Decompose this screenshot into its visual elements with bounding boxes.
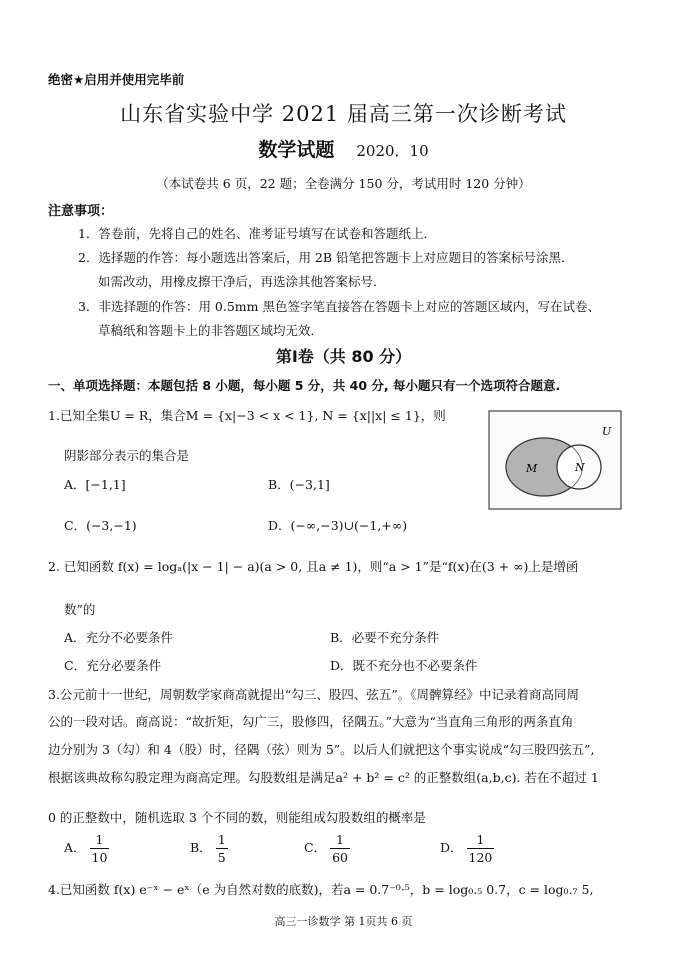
- q1-option-a: A．[−1,1]: [64, 477, 126, 492]
- question-2-stem: 2. 已知函数 f(x) = logₐ(|x − 1| − a)(a > 0, 且a ≠ 1)，则“a > 1”是“f(x)在(3 + ∞)上是增函: [48, 559, 579, 574]
- option-label: C．: [304, 840, 327, 855]
- fraction-numerator: 1: [330, 831, 350, 849]
- fraction: [216, 831, 228, 866]
- q2-option-a: A．充分不必要条件: [64, 630, 174, 645]
- exam-subtitle: [0, 135, 687, 162]
- notice-item: 如需改动，用橡皮擦干净后，再选涂其他答案标号．: [98, 274, 386, 289]
- question-3-line: 边分别为 3（勾）和 4（股）时，径隅（弦）则为 5”。以后人们就把这个事实说成“勾三股四弦五”,: [48, 742, 595, 757]
- fraction-denominator: 60: [332, 850, 348, 865]
- part-title: 第Ⅰ卷（共 80 分）: [275, 347, 412, 366]
- fraction-denominator: 120: [468, 850, 493, 865]
- notice-heading: 注意事项：: [48, 204, 114, 219]
- question-1-stem-cont: 阴影部分表示的集合是: [64, 448, 190, 463]
- q2-option-c: C．充分必要条件: [64, 658, 162, 673]
- q3-option-c: [304, 831, 350, 866]
- q2-option-b: B．必要不充分条件: [330, 630, 440, 645]
- fraction: [330, 831, 350, 866]
- secret-label: 绝密★启用并使用完毕前: [48, 72, 185, 87]
- notice-item: 草稿纸和答题卡上的非答题区域均无效．: [98, 323, 324, 338]
- question-3-line: 3.公元前十一世纪，周朝数学家商高就提出“勾三、股四、弦五”。《周髀算经》中记录着商高同周: [48, 687, 579, 702]
- q2-option-d: D．既不充分也不必要条件: [330, 658, 478, 673]
- venn-label-u: U: [602, 425, 612, 438]
- question-3-line: 公的一段对话。商高说：“故折矩，勾广三，股修四，径隅五。”大意为“当直角三角形的两条直角: [48, 714, 574, 729]
- fraction-numerator: 1: [467, 831, 495, 849]
- option-label: D．: [440, 840, 463, 855]
- notice-item: 2．选择题的作答：每小题选出答案后，用 2B 铅笔把答题卡上对应题目的答案标号涂黑．: [78, 250, 574, 265]
- q3-option-d: [440, 831, 494, 866]
- page-footer: 高三一诊数学 第 1页共 6 页: [274, 915, 413, 928]
- q1-option-c: C．(−3,−1): [64, 518, 137, 533]
- exam-info: （本试卷共 6 页，22 题；全卷满分 150 分，考试用时 120 分钟）: [156, 176, 531, 191]
- venn-label-m: M: [526, 462, 538, 475]
- q1-option-d: D．(−∞,−3)∪(−1,+∞): [268, 518, 408, 533]
- fraction-numerator: 1: [90, 831, 110, 849]
- fraction-numerator: 1: [217, 832, 226, 847]
- notice-item: 1．答卷前，先将自己的姓名、准考证号填写在试卷和答题纸上．: [78, 226, 436, 241]
- q1-option-b: B．(−3,1]: [268, 477, 330, 492]
- option-label: B．: [190, 840, 212, 855]
- question-2-stem-cont: 数”的: [64, 602, 96, 617]
- notice-item: 3．非选择题的作答：用 0.5mm 黑色签字笔直接答在答题卡上对应的答题区域内，写在试卷、: [78, 299, 600, 314]
- fraction: [90, 831, 110, 866]
- subject-title: 数学试题: [258, 139, 335, 161]
- fraction-denominator: 10: [91, 850, 108, 865]
- fraction: [467, 831, 495, 866]
- question-3-line: 根据该典故称勾股定理为商高定理。勾股数组是满足a² + b² = c² 的正整数组(a,b,c). 若在不超过 1: [48, 770, 599, 785]
- question-1-stem: 1.已知全集U = R，集合M = {x|−3 < x < 1}, N = {x||x| ≤ 1}，则: [48, 408, 446, 423]
- q3-option-b: [190, 831, 228, 866]
- section-heading: 一、单项选择题：本题包括 8 小题，每小题 5 分，共 40 分, 每小题只有一个选项符合题意.: [48, 378, 561, 393]
- question-3-line: 0 的正整数中，随机选取 3 个不同的数，则能组成勾股数组的概率是: [48, 810, 426, 825]
- q3-option-a: [64, 831, 109, 866]
- venn-diagram: [488, 410, 622, 510]
- option-label: A．: [64, 840, 86, 855]
- exam-date: 2020．10: [356, 142, 429, 160]
- fraction-denominator: 5: [217, 850, 226, 865]
- exam-title: 山东省实验中学 2021 届高三第一次诊断考试: [120, 102, 567, 126]
- question-4-stem: 4.已知函数 f(x) e⁻ˣ − eˣ（e 为自然对数的底数)，若a = 0.7⁻⁰·⁵，b = log₀.₅ 0.7，c = log₀.₇ 5,: [48, 882, 594, 897]
- venn-label-n: N: [575, 461, 585, 474]
